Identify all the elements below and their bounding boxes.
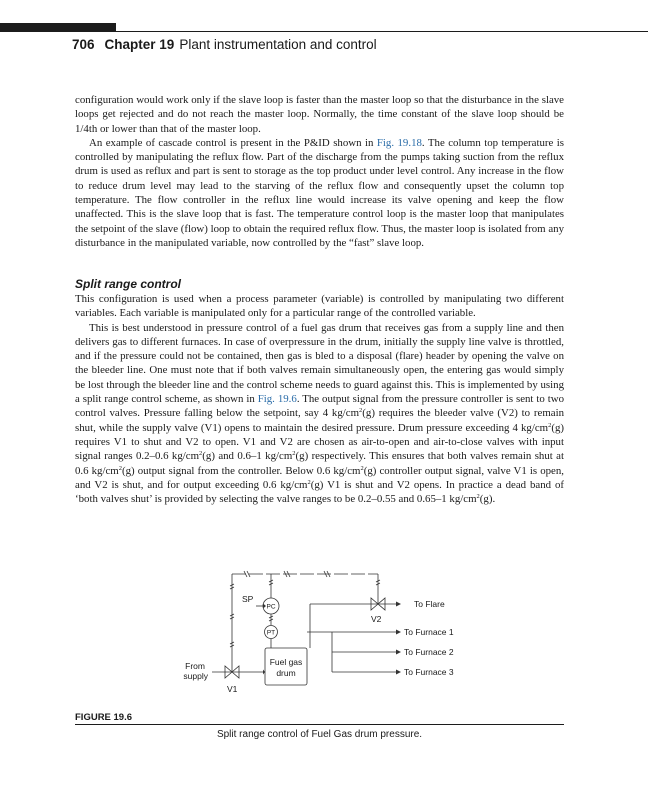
paragraph: An example of cascade control is present in the P&ID shown in Fig. 19.18. The column top temperature is controlled by manipulating the reflux flow. Part of the discharge from the pumps taking suction from the reflux drum is used as reflux and part is sent to storage as the top product under level control. Any increase in the flow to reduce drum level may lead to the starving of the reflux flow and consequently upset the column top temperature. The flow controller in the reflux line would increase its valve opening and keep the flow unaffected. This is the slave loop that is fast. The temperature control loop is the master loop that manipulates the setpoint of the slave (flow) loop to obtain the required reflux flow. Thus, the master loop is isolated from any disturbance in the manipulated variable, now controlled by the “fast” slave loop. (75, 136, 564, 249)
to-flare-label: To Flare (414, 599, 445, 609)
to-furnace-1-label: To Furnace 1 (404, 627, 454, 637)
running-header (72, 36, 377, 54)
chapter-label: Chapter 19 (104, 37, 175, 52)
drum-label: Fuel gas (269, 657, 303, 667)
figure-link[interactable]: Fig. 19.6 (257, 393, 297, 406)
from-supply-label: supply (183, 671, 208, 681)
pressure-controller-label: PC (266, 603, 276, 611)
figure-link[interactable]: Fig. 19.18 (376, 136, 422, 149)
paragraph: This configuration is used when a process parameter (variable) is controlled by manipulating two different variables. Each variable is manipulated only for a particular range of the controlled variable. (75, 293, 564, 320)
valve-v1-label: V1 (227, 684, 238, 694)
header-rule (116, 31, 648, 32)
cascade-text (75, 93, 564, 250)
setpoint-label: SP (242, 594, 254, 604)
from-supply-label: From (185, 661, 205, 671)
figure-label: FIGURE 19.6 (75, 712, 133, 723)
header-bar (0, 23, 116, 32)
drum-label: drum (276, 668, 296, 678)
section-heading: Split range control (75, 277, 182, 291)
chapter-title: Plant instrumentation and control (179, 37, 377, 52)
to-furnace-2-label: To Furnace 2 (404, 647, 454, 657)
valve-v2-label: V2 (371, 614, 382, 624)
paragraph: configuration would work only if the slave loop is faster than the master loop so that the disturbance in the slave loops get rejected and do not reach the master loop. Normally, the time constant of the slave loop should be 1/4th or lower than that of the master loop. (75, 94, 564, 135)
to-furnace-3-label: To Furnace 3 (404, 667, 454, 677)
split-range-text (75, 292, 564, 506)
figure-rule (75, 724, 564, 725)
page-number: 706 (72, 37, 95, 52)
split-range-diagram (172, 562, 472, 700)
paragraph: This is best understood in pressure control of a fuel gas drum that receives gas from a supply line and then delivers gas to different furnaces. In case of overpressure in the drum, initially the supply line valve is throttled, and if the pressure could not be contained, then gas is bled to a disposal (flare) header by opening the valve on the bleeder line. One must note that if both valves remain simultaneously open, the entering gas would simply be lost through the bleeder line and the control scheme needs to guard against this. This is implemented by using a split range control scheme, as shown in Fig. 19.6. The output signal from the pressure controller is sent to two control valves. Pressure falling below the setpoint, say 4 $kg/cm^2(g)$ requires the bleeder valve (V2) to remain shut, while the supply valve (V1) opens to maintain the desired pressure. Drum pressure exceeding 4 $kg/cm^2(g)$ requires V1 to shut and V2 to open. V1 and V2 are chosen as air-to-open and air-to-close valves with input signal ranges 0.2–0.6 $kg/cm^2(g)$ and 0.6–1 $kg/cm^2(g)$ respectively. This ensures that both valves remain shut at 0.6 $kg/cm^2(g)$ output signal from the controller. Below 0.6 $kg/cm^2(g)$ controller output signal, valve V1 is open, and V2 is shut, and for output exceeding 0.6 $kg/cm^2(g)$ V1 is shut and V2 opens. In practice a dead band of ‘both valves shut’ is provided by selecting the valve ranges to be 0.2–0.55 and 0.65–1 $kg/cm^2(g)$. (75, 321, 564, 506)
pressure-transmitter-label: PT (266, 629, 276, 637)
figure-caption: Split range control of Fuel Gas drum pressure. (216, 729, 423, 740)
